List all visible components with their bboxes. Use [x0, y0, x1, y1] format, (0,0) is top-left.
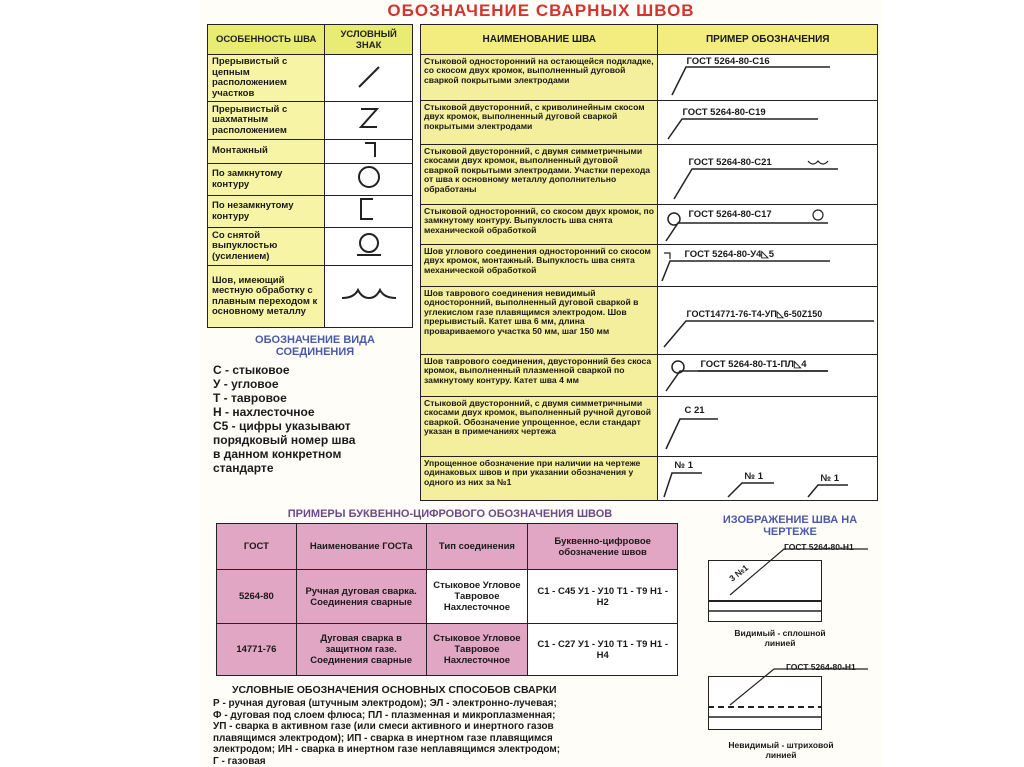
main-header-example: ПРИМЕР ОБОЗНАЧЕНИЯ — [658, 25, 878, 55]
weld-name: Шов углового соединения односторонний со скосом двух кромок, монтажный. Выпуклость шва снята механической обработкой — [421, 245, 658, 287]
drawing-visible-label: ГОСТ 5264-80-Н1 — [784, 542, 854, 552]
feature-label: Со снятой выпуклостью (усилением) — [208, 228, 325, 266]
method-line: Р - ручная дуговая (штучным электродом); ЭЛ - электронно-лучевая; — [213, 698, 557, 709]
letter-name: Дуговая сварка в защитном газе. Соединения сварные — [296, 624, 426, 676]
methods-heading: УСЛОВНЫЕ ОБОЗНАЧЕНИЯ ОСНОВНЫХ СПОСОБОВ СВАРКИ — [232, 684, 557, 696]
circle-icon — [325, 164, 413, 196]
features-header-symbol: УСЛОВНЫЙ ЗНАК — [325, 25, 413, 55]
weld-example-cell — [658, 145, 878, 205]
weld-name: Стыковой двусторонний, с криволинейным скосом двух кромок, выполненный дуговой сваркой покрытыми электродами — [421, 101, 658, 145]
joint-type-line: С - стыковое — [213, 363, 290, 377]
joint-type-line: У - угловое — [213, 377, 279, 391]
method-line: плавящимся электродом); ИП - сварка в инертном газе плавящимся — [213, 732, 553, 744]
drawing-hidden-caption: Невидимый - штриховой линией — [728, 740, 834, 760]
method-line: УП - сварка в активном газе (или смеси активного и инертного газов — [213, 721, 554, 732]
weld-name: Стыковой односторонний на остающейся подкладке, со скосом двух кромок, выполненный дуговой сваркой покрытыми электродами — [421, 55, 658, 101]
drawing-visible-tag: 3 №1 — [727, 562, 751, 584]
weld-example: ГОСТ 5264-80-С16 — [686, 56, 770, 67]
method-line: Г - газовая — [213, 755, 266, 767]
letter-header-type: Тип соединения — [426, 524, 528, 570]
weld-name: Стыковой двусторонний, с двумя симметричными скосами двух кромок, выполненный ручной дуговой сваркой. Обозначение упрощенное, если стандарт указан в примечаниях чертежа — [421, 397, 658, 457]
weld-example-cell — [658, 205, 878, 245]
weld-example: ГОСТ14771-76-Т4-УП◺6-50Z150 — [686, 309, 823, 319]
method-line: Ф - дуговая под слоем флюса; ПЛ - плазменная и микроплазменная; — [213, 709, 556, 721]
drawing-visible-caption: Видимый - сплошной линией — [734, 628, 826, 648]
weld-example-cell — [658, 245, 878, 287]
slash-icon — [325, 55, 413, 102]
feature-label: Прерывистый с цепным расположением участков — [208, 55, 325, 102]
weld-example: ГОСТ 5264-80-С21 — [688, 157, 772, 168]
drawing-visible-lines — [700, 545, 870, 625]
weld-example: С 21 — [684, 405, 705, 416]
flag-icon — [325, 140, 413, 164]
weld-name: Стыковой двусторонний, с двумя симметричными скосами двух кромок, выполненный дуговой сваркой покрытыми электродами. Участки перехода от шва к основному металлу дополнительно обработаны — [421, 145, 658, 205]
methods-list — [213, 698, 683, 767]
weld-example-cell — [658, 355, 878, 397]
main-header-name: НАИМЕНОВАНИЕ ШВА — [421, 25, 658, 55]
joint-type-line: порядковый номер шва — [213, 433, 356, 447]
open-contour-icon — [325, 196, 413, 228]
feature-label: По замкнутому контуру — [208, 164, 325, 196]
joint-type-line: С5 - цифры указывают — [213, 419, 351, 433]
weld-example: № 1 — [820, 473, 839, 484]
letter-header-gost: ГОСТ — [217, 524, 297, 570]
weld-example: ГОСТ 5264-80-С17 — [688, 209, 772, 220]
letter-codes: С1 - С27 У1 - У10 Т1 - Т9 Н1 - Н4 — [528, 624, 678, 676]
weld-example: ГОСТ 5264-80-У4◺5 — [684, 249, 774, 260]
drawing-heading: ИЗОБРАЖЕНИЕ ШВА НА ЧЕРТЕЖЕ — [722, 514, 858, 538]
joint-type-line: Т - тавровое — [213, 391, 287, 405]
feature-label: По незамкнутому контуру — [208, 196, 325, 228]
drawing-hidden-label: ГОСТ 5264-80-Н1 — [786, 662, 856, 672]
letter-gost: 5264-80 — [217, 570, 297, 624]
weld-example-cell — [658, 55, 878, 101]
joint-type-line: Н - нахлесточное — [213, 405, 315, 419]
weld-example-cell — [658, 397, 878, 457]
weld-example-cell — [658, 287, 878, 355]
weld-name: Шов таврового соединения невидимый односторонний, выполненный дуговой сваркой в углекислом газе плавящимся электродом. Шов прерывистый. Катет шва 6 мм, длина провариваемого участка 50 мм, шаг 150 мм — [421, 287, 658, 355]
weld-name: Шов таврового соединения, двусторонний без скоса кромок, выполненный плазменной сваркой по замкнутому контуру. Катет шва 4 мм — [421, 355, 658, 397]
letter-table — [216, 523, 678, 676]
features-table — [207, 24, 413, 328]
weld-example: ГОСТ 5264-80-С19 — [682, 107, 766, 118]
drawing-hidden-lines — [700, 665, 870, 735]
letter-types: Стыковое Угловое Тавровое Нахлесточное — [426, 624, 528, 676]
weld-name: Стыковой односторонний, со скосом двух кромок, по замкнутому контуру. Выпуклость шва снята механической обработкой — [421, 205, 658, 245]
weld-example-cell — [658, 457, 878, 501]
weld-example-cell — [658, 101, 878, 145]
joint-type-line: стандарте — [213, 461, 274, 475]
letter-table-heading: ПРИМЕРЫ БУКВЕННО-ЦИФРОВОГО ОБОЗНАЧЕНИЯ ШВОВ — [287, 508, 613, 520]
letter-header-codes: Буквенно-цифровое обозначение швов — [528, 524, 678, 570]
letter-gost: 14771-76 — [217, 624, 297, 676]
z-icon — [325, 102, 413, 140]
features-header-feature: ОСОБЕННОСТЬ ШВА — [208, 25, 325, 55]
joint-types-list — [213, 363, 413, 475]
letter-name: Ручная дуговая сварка. Соединения сварные — [296, 570, 426, 624]
feature-label: Прерывистый с шахматным расположением — [208, 102, 325, 140]
joint-type-line: в данном конкретном — [213, 447, 342, 461]
weld-example: № 1 — [674, 460, 693, 471]
main-table — [420, 24, 878, 501]
circle-line-icon — [325, 228, 413, 266]
letter-header-name: Наименование ГОСТа — [296, 524, 426, 570]
weld-example: ГОСТ 5264-80-Т1-ПЛ◺4 — [700, 359, 807, 370]
joint-types-heading: ОБОЗНАЧЕНИЕ ВИДА СОЕДИНЕНИЯ — [255, 334, 375, 358]
weld-example: № 1 — [744, 471, 763, 482]
method-line: электродом; ИН - сварка в инертном газе неплавящимся электродом; — [213, 744, 561, 755]
page-title: ОБОЗНАЧЕНИЕ СВАРНЫХ ШВОВ — [387, 1, 695, 20]
feature-label: Шов, имеющий местную обработку с плавным переходом к основному металлу — [208, 266, 325, 328]
feature-label: Монтажный — [208, 140, 325, 164]
weld-name: Упрощенное обозначение при наличии на чертеже одинаковых швов и при указании обозначения у одного из них за №1 — [421, 457, 658, 501]
smooth-transition-icon — [325, 266, 413, 328]
letter-codes: С1 - С45 У1 - У10 Т1 - Т9 Н1 - Н2 — [528, 570, 678, 624]
letter-types: Стыковое Угловое Тавровое Нахлесточное — [426, 570, 528, 624]
